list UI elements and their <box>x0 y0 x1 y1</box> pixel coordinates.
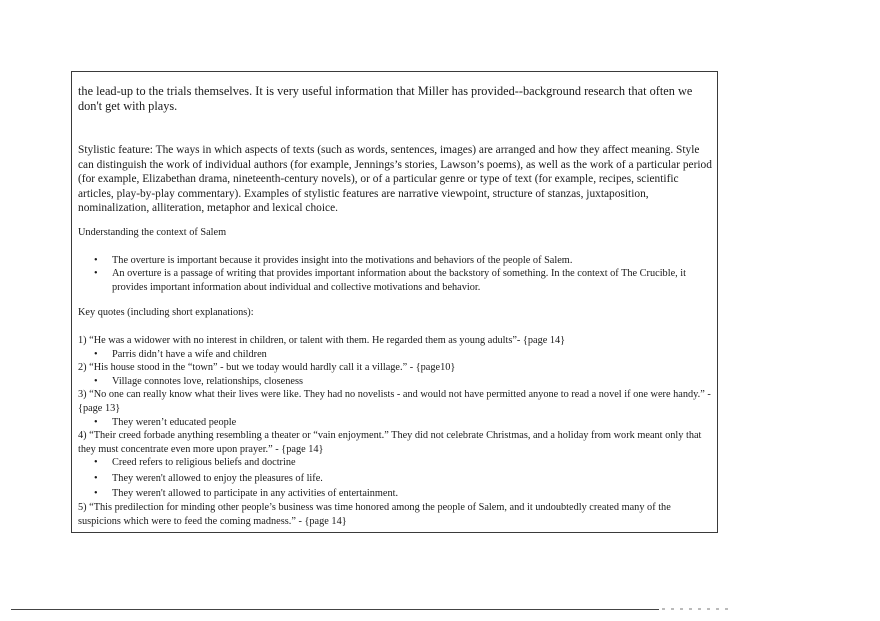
stylistic-feature-paragraph <box>78 143 714 216</box>
quote-4: 4) “Their creed forbade anything resembling a theater or “vain enjoyment.” They did not celebrate Christmas, and a holiday from work meant only that they must concentrate even more upon prayer.” - {page 14} <box>78 430 702 455</box>
quote-1: 1) “He was a widower with no interest in children, or talent with them. He regarded them as young adults”- {page 14} <box>78 334 566 346</box>
quote-4-notes <box>78 456 714 501</box>
quote-5: 5) “This predilection for minding other people’s business was time honored among the people of Salem, and it undoubtedly created many of the suspicions which were to feed the coming madness.” - {page 14} <box>78 502 671 527</box>
footer-rule <box>11 609 659 610</box>
context-heading: Understanding the context of Salem <box>78 226 227 238</box>
quote-note: • Village connotes love, relationships, closeness <box>94 375 303 387</box>
quote-note: • Creed refers to religious beliefs and doctrine <box>94 457 296 469</box>
bullet-icon: • <box>94 416 98 428</box>
context-bullet-list <box>78 254 714 295</box>
document-body <box>78 84 714 528</box>
bullet-icon: • <box>94 254 98 266</box>
key-quotes-list <box>78 334 714 528</box>
bullet-icon: • <box>94 268 98 280</box>
key-quotes-heading: Key quotes (including short explanations): <box>78 307 254 319</box>
quote-note: • They weren't allowed to enjoy the pleasures of life. <box>94 472 323 484</box>
lead-paragraph: the lead-up to the trials themselves. It is very useful information that Miller has provided--background research that often we don't get with plays. <box>78 84 693 113</box>
context-bullet: • The overture is important because it provides insight into the motivations and behaviors of the people of Salem. <box>94 254 573 266</box>
bullet-icon: • <box>94 457 98 469</box>
bullet-icon: • <box>94 488 98 500</box>
quote-note: • Parris didn’t have a wife and children <box>94 348 267 360</box>
footer-rule-faint <box>662 608 732 610</box>
quote-1-notes <box>78 348 714 362</box>
quote-2-notes <box>78 375 714 389</box>
quote-3: 3) “No one can really know what their lives were like. They had no novelists - and would not have permitted anyone to read a novel if one were handy.” - {page 13} <box>78 389 711 414</box>
quote-2: 2) “His house stood in the “town” - but we today would hardly call it a village.” - {page10} <box>78 362 456 374</box>
stylistic-feature-label: Stylistic feature: <box>78 144 153 156</box>
context-bullet: • An overture is a passage of writing that provides important information about the backstory of something. In the context of The Crucible, it provides important information about individual and collective motivations and behavior. <box>94 268 687 293</box>
bullet-icon: • <box>94 472 98 484</box>
quote-note: • They weren’t educated people <box>94 416 237 428</box>
stylistic-feature-text: The ways in which aspects of texts (such as words, sentences, images) are arranged and how they affect meaning. Style can distinguish the work of individual authors (for example, Jennings’s stories, Lawson’s poems), as well as the work of a particular period (for example, Elizabethan drama, nineteenth-century novels), or of a particular genre or type of text (for example, recipes, scientific articles, play-by-play commentary). Examples of stylistic features are narrative viewpoint, structure of stanzas, juxtaposition, nominalization, alliteration, metaphor and lexical choice. <box>78 144 712 215</box>
bullet-icon: • <box>94 348 98 360</box>
quote-note: • They weren't allowed to participate in any activities of entertainment. <box>94 488 399 500</box>
bullet-icon: • <box>94 375 98 387</box>
quote-3-notes <box>78 416 714 430</box>
